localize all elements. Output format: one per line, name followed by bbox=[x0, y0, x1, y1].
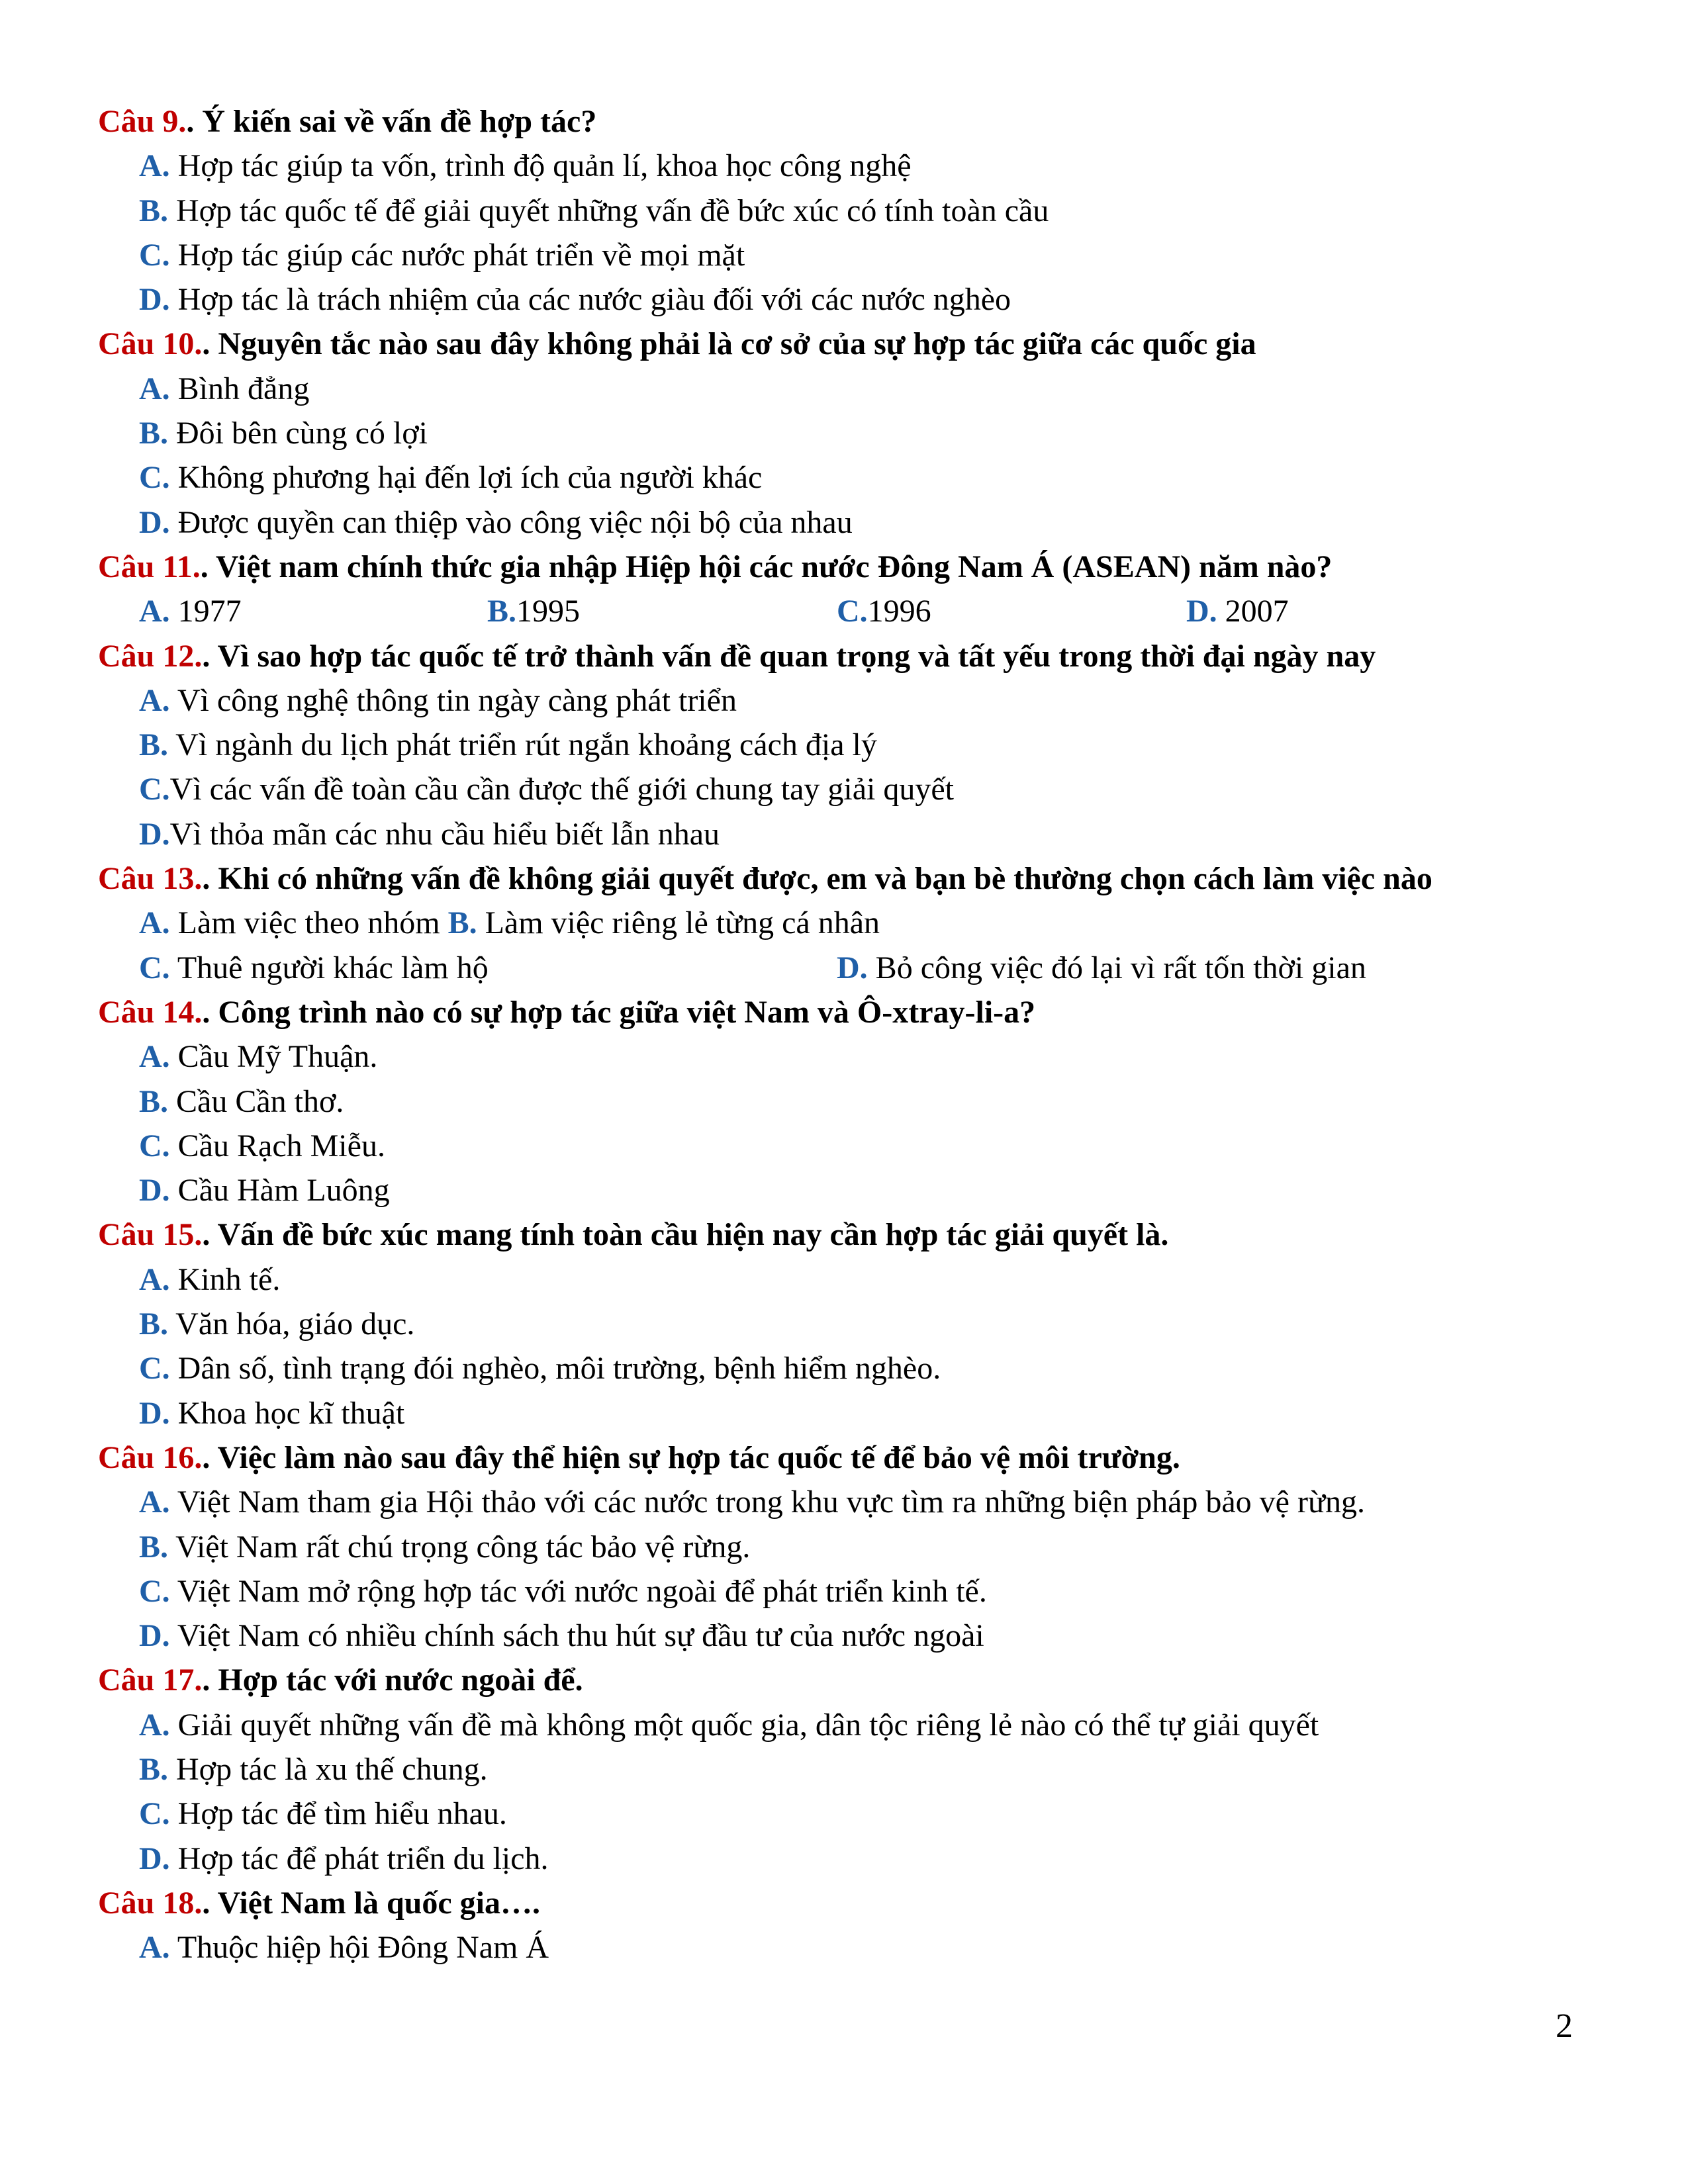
question-number: Câu 18. bbox=[98, 1885, 203, 1921]
option-d: D.Vì thỏa mãn các nhu cầu hiểu biết lẫn nhau bbox=[139, 816, 720, 852]
question-text: . Khi có những vấn đề không giải quyết được, em và bạn bè thường chọn cách làm việc nào bbox=[202, 861, 1432, 897]
option-text: Vì công nghệ thông tin ngày càng phát triển bbox=[177, 682, 737, 718]
option-d: D. Hợp tác là trách nhiệm của các nước giàu đối với các nước nghèo bbox=[139, 282, 1011, 318]
option-text: Thuê người khác làm hộ bbox=[177, 950, 489, 985]
option-d: D. Cầu Hàm Luông bbox=[139, 1173, 390, 1208]
question-number: Câu 17. bbox=[98, 1662, 203, 1698]
option-text: Hợp tác để phát triển du lịch. bbox=[177, 1841, 549, 1876]
question-text: . Nguyên tắc nào sau đây không phải là cơ sở của sự hợp tác giữa các quốc gia bbox=[202, 326, 1256, 362]
question-text: . Hợp tác với nước ngoài để. bbox=[202, 1662, 583, 1698]
option-text: Việt Nam rất chú trọng công tác bảo vệ rừng. bbox=[175, 1529, 751, 1565]
option-d: D. Hợp tác để phát triển du lịch. bbox=[139, 1841, 549, 1876]
option-text: Cầu Hàm Luông bbox=[177, 1173, 390, 1208]
option-text: Hợp tác là trách nhiệm của các nước giàu đối với các nước nghèo bbox=[177, 282, 1011, 318]
question-number: Câu 14. bbox=[98, 994, 203, 1030]
question-number: Câu 9. bbox=[98, 104, 187, 139]
option-b: B. Vì ngành du lịch phát triển rút ngắn khoảng cách địa lý bbox=[139, 727, 877, 763]
option-text: Hợp tác là xu thế chung. bbox=[176, 1751, 488, 1787]
page-number: 2 bbox=[1556, 2007, 1573, 2045]
option-text: Dân số, tình trạng đói nghèo, môi trường, bệnh hiểm nghèo. bbox=[177, 1351, 941, 1387]
option-a: A. Hợp tác giúp ta vốn, trình độ quản lí, khoa học công nghệ bbox=[139, 148, 912, 184]
question-14 bbox=[98, 990, 1594, 1034]
option-text: Hợp tác giúp ta vốn, trình độ quản lí, khoa học công nghệ bbox=[177, 148, 912, 184]
option-text: 1995 bbox=[516, 594, 581, 629]
question-text: . Công trình nào có sự hợp tác giữa việt Nam và Ô-xtray-li-a? bbox=[202, 994, 1036, 1030]
question-16 bbox=[98, 1435, 1594, 1480]
question-17 bbox=[98, 1658, 1594, 1702]
option-a: A. Cầu Mỹ Thuận. bbox=[139, 1039, 378, 1075]
option-text: Hợp tác giúp các nước phát triển về mọi mặt bbox=[177, 237, 745, 273]
option-c: C.1996 bbox=[837, 594, 931, 629]
question-text: . Việt Nam là quốc gia…. bbox=[202, 1885, 541, 1921]
document-body bbox=[98, 99, 1594, 1970]
question-text: . Ý kiến sai về vấn đề hợp tác? bbox=[186, 104, 597, 139]
question-text: . Vì sao hợp tác quốc tế trở thành vấn đề quan trọng và tất yếu trong thời đại ngày nay bbox=[202, 638, 1376, 674]
option-text: Đôi bên cùng có lợi bbox=[176, 416, 428, 451]
option-text: Việt Nam mở rộng hợp tác với nước ngoài để phát triển kinh tế. bbox=[177, 1573, 987, 1609]
question-number: Câu 13. bbox=[98, 861, 203, 897]
option-text: Vì ngành du lịch phát triển rút ngắn khoảng cách địa lý bbox=[175, 727, 877, 763]
option-a: A. 1977 bbox=[139, 594, 242, 629]
option-text: 1996 bbox=[867, 594, 931, 629]
option-c: C. Thuê người khác làm hộ bbox=[139, 950, 489, 985]
question-text: . Việt nam chính thức gia nhập Hiệp hội các nước Đông Nam Á (ASEAN) năm nào? bbox=[200, 549, 1333, 584]
option-b: B. Việt Nam rất chú trọng công tác bảo vệ rừng. bbox=[139, 1529, 751, 1565]
option-b: B. Cầu Cần thơ. bbox=[139, 1083, 344, 1119]
option-text: Kinh tế. bbox=[177, 1261, 281, 1297]
question-number: Câu 15. bbox=[98, 1217, 203, 1253]
option-a: A. Kinh tế. bbox=[139, 1261, 281, 1297]
option-text: 2007 bbox=[1225, 594, 1289, 629]
question-11 bbox=[98, 545, 1594, 589]
question-13 bbox=[98, 856, 1594, 901]
option-text: Giải quyết những vấn đề mà không một quốc gia, dân tộc riêng lẻ nào có thể tự giải quyết bbox=[177, 1707, 1319, 1743]
option-text: Cầu Mỹ Thuận. bbox=[177, 1039, 378, 1075]
option-text: Được quyền can thiệp vào công việc nội bộ của nhau bbox=[177, 504, 853, 540]
option-text: Làm việc theo nhóm bbox=[177, 905, 440, 941]
option-text: Hợp tác quốc tế để giải quyết những vấn đề bức xúc có tính toàn cầu bbox=[176, 193, 1049, 228]
option-c: C. Việt Nam mở rộng hợp tác với nước ngoài để phát triển kinh tế. bbox=[139, 1573, 987, 1609]
option-d: D. 2007 bbox=[1186, 594, 1289, 629]
option-a: A. Bình đẳng bbox=[139, 371, 310, 406]
option-b: B. Văn hóa, giáo dục. bbox=[139, 1306, 415, 1342]
option-text: Cầu Rạch Miễu. bbox=[177, 1128, 385, 1163]
question-text: . Vấn đề bức xúc mang tính toàn cầu hiện nay cần hợp tác giải quyết là. bbox=[202, 1217, 1169, 1253]
option-a: A. Thuộc hiệp hội Đông Nam Á bbox=[139, 1930, 549, 1966]
options-row bbox=[98, 946, 1594, 990]
option-text: Làm việc riêng lẻ từng cá nhân bbox=[485, 905, 880, 941]
question-number: Câu 11. bbox=[98, 549, 201, 584]
option-text: Văn hóa, giáo dục. bbox=[175, 1306, 415, 1342]
option-a: A. Giải quyết những vấn đề mà không một quốc gia, dân tộc riêng lẻ nào có thể tự giải quyết bbox=[139, 1707, 1319, 1743]
question-12 bbox=[98, 634, 1594, 678]
question-number: Câu 12. bbox=[98, 638, 203, 674]
option-a: A. Làm việc theo nhóm bbox=[139, 905, 440, 941]
question-text: . Việc làm nào sau đây thể hiện sự hợp tác quốc tế để bảo vệ môi trường. bbox=[202, 1439, 1180, 1475]
options-row bbox=[98, 589, 1594, 633]
question-9 bbox=[98, 99, 1594, 144]
option-c: C. Hợp tác giúp các nước phát triển về mọi mặt bbox=[139, 237, 745, 273]
option-text: Hợp tác để tìm hiểu nhau. bbox=[177, 1796, 507, 1832]
option-text: Bình đẳng bbox=[177, 371, 310, 406]
option-d: D. Bỏ công việc đó lại vì rất tốn thời gian bbox=[837, 950, 1366, 985]
option-text: Không phương hại đến lợi ích của người khác bbox=[177, 460, 763, 496]
option-text: Khoa học kĩ thuật bbox=[177, 1395, 405, 1431]
option-text: Vì các vấn đề toàn cầu cần được thế giới chung tay giải quyết bbox=[169, 772, 955, 807]
option-b: B. Đôi bên cùng có lợi bbox=[139, 416, 428, 451]
option-text: Việt Nam có nhiều chính sách thu hút sự đầu tư của nước ngoài bbox=[177, 1618, 984, 1654]
option-b: B. Hợp tác quốc tế để giải quyết những vấn đề bức xúc có tính toàn cầu bbox=[139, 193, 1049, 228]
option-text: Thuộc hiệp hội Đông Nam Á bbox=[177, 1930, 549, 1966]
option-text: Cầu Cần thơ. bbox=[176, 1083, 344, 1119]
option-b: B.1995 bbox=[487, 594, 581, 629]
option-c: C. Không phương hại đến lợi ích của người khác bbox=[139, 460, 763, 496]
question-number: Câu 16. bbox=[98, 1439, 203, 1475]
question-18 bbox=[98, 1881, 1594, 1925]
question-10 bbox=[98, 322, 1594, 366]
option-text: Vì thỏa mãn các nhu cầu hiểu biết lẫn nhau bbox=[169, 816, 720, 852]
option-d: D. Việt Nam có nhiều chính sách thu hút sự đầu tư của nước ngoài bbox=[139, 1618, 984, 1654]
option-text: Việt Nam tham gia Hội thảo với các nước trong khu vực tìm ra những biện pháp bảo vệ rừng. bbox=[177, 1484, 1365, 1520]
option-c: C. Cầu Rạch Miễu. bbox=[139, 1128, 385, 1163]
options-row bbox=[98, 901, 1594, 945]
option-d: D. Được quyền can thiệp vào công việc nội bộ của nhau bbox=[139, 504, 853, 540]
option-c: C. Hợp tác để tìm hiểu nhau. bbox=[139, 1796, 507, 1832]
option-text: Bỏ công việc đó lại vì rất tốn thời gian bbox=[875, 950, 1366, 985]
option-b: B. Làm việc riêng lẻ từng cá nhân bbox=[447, 905, 880, 941]
option-b: B. Hợp tác là xu thế chung. bbox=[139, 1751, 488, 1787]
option-a: A. Vì công nghệ thông tin ngày càng phát triển bbox=[139, 682, 737, 718]
option-text: 1977 bbox=[177, 594, 242, 629]
option-d: D. Khoa học kĩ thuật bbox=[139, 1395, 405, 1431]
question-number: Câu 10. bbox=[98, 326, 203, 362]
question-15 bbox=[98, 1212, 1594, 1257]
option-c: C.Vì các vấn đề toàn cầu cần được thế giới chung tay giải quyết bbox=[139, 772, 955, 807]
option-c: C. Dân số, tình trạng đói nghèo, môi trường, bệnh hiểm nghèo. bbox=[139, 1351, 941, 1387]
option-a: A. Việt Nam tham gia Hội thảo với các nước trong khu vực tìm ra những biện pháp bảo vệ rừng. bbox=[139, 1484, 1365, 1520]
